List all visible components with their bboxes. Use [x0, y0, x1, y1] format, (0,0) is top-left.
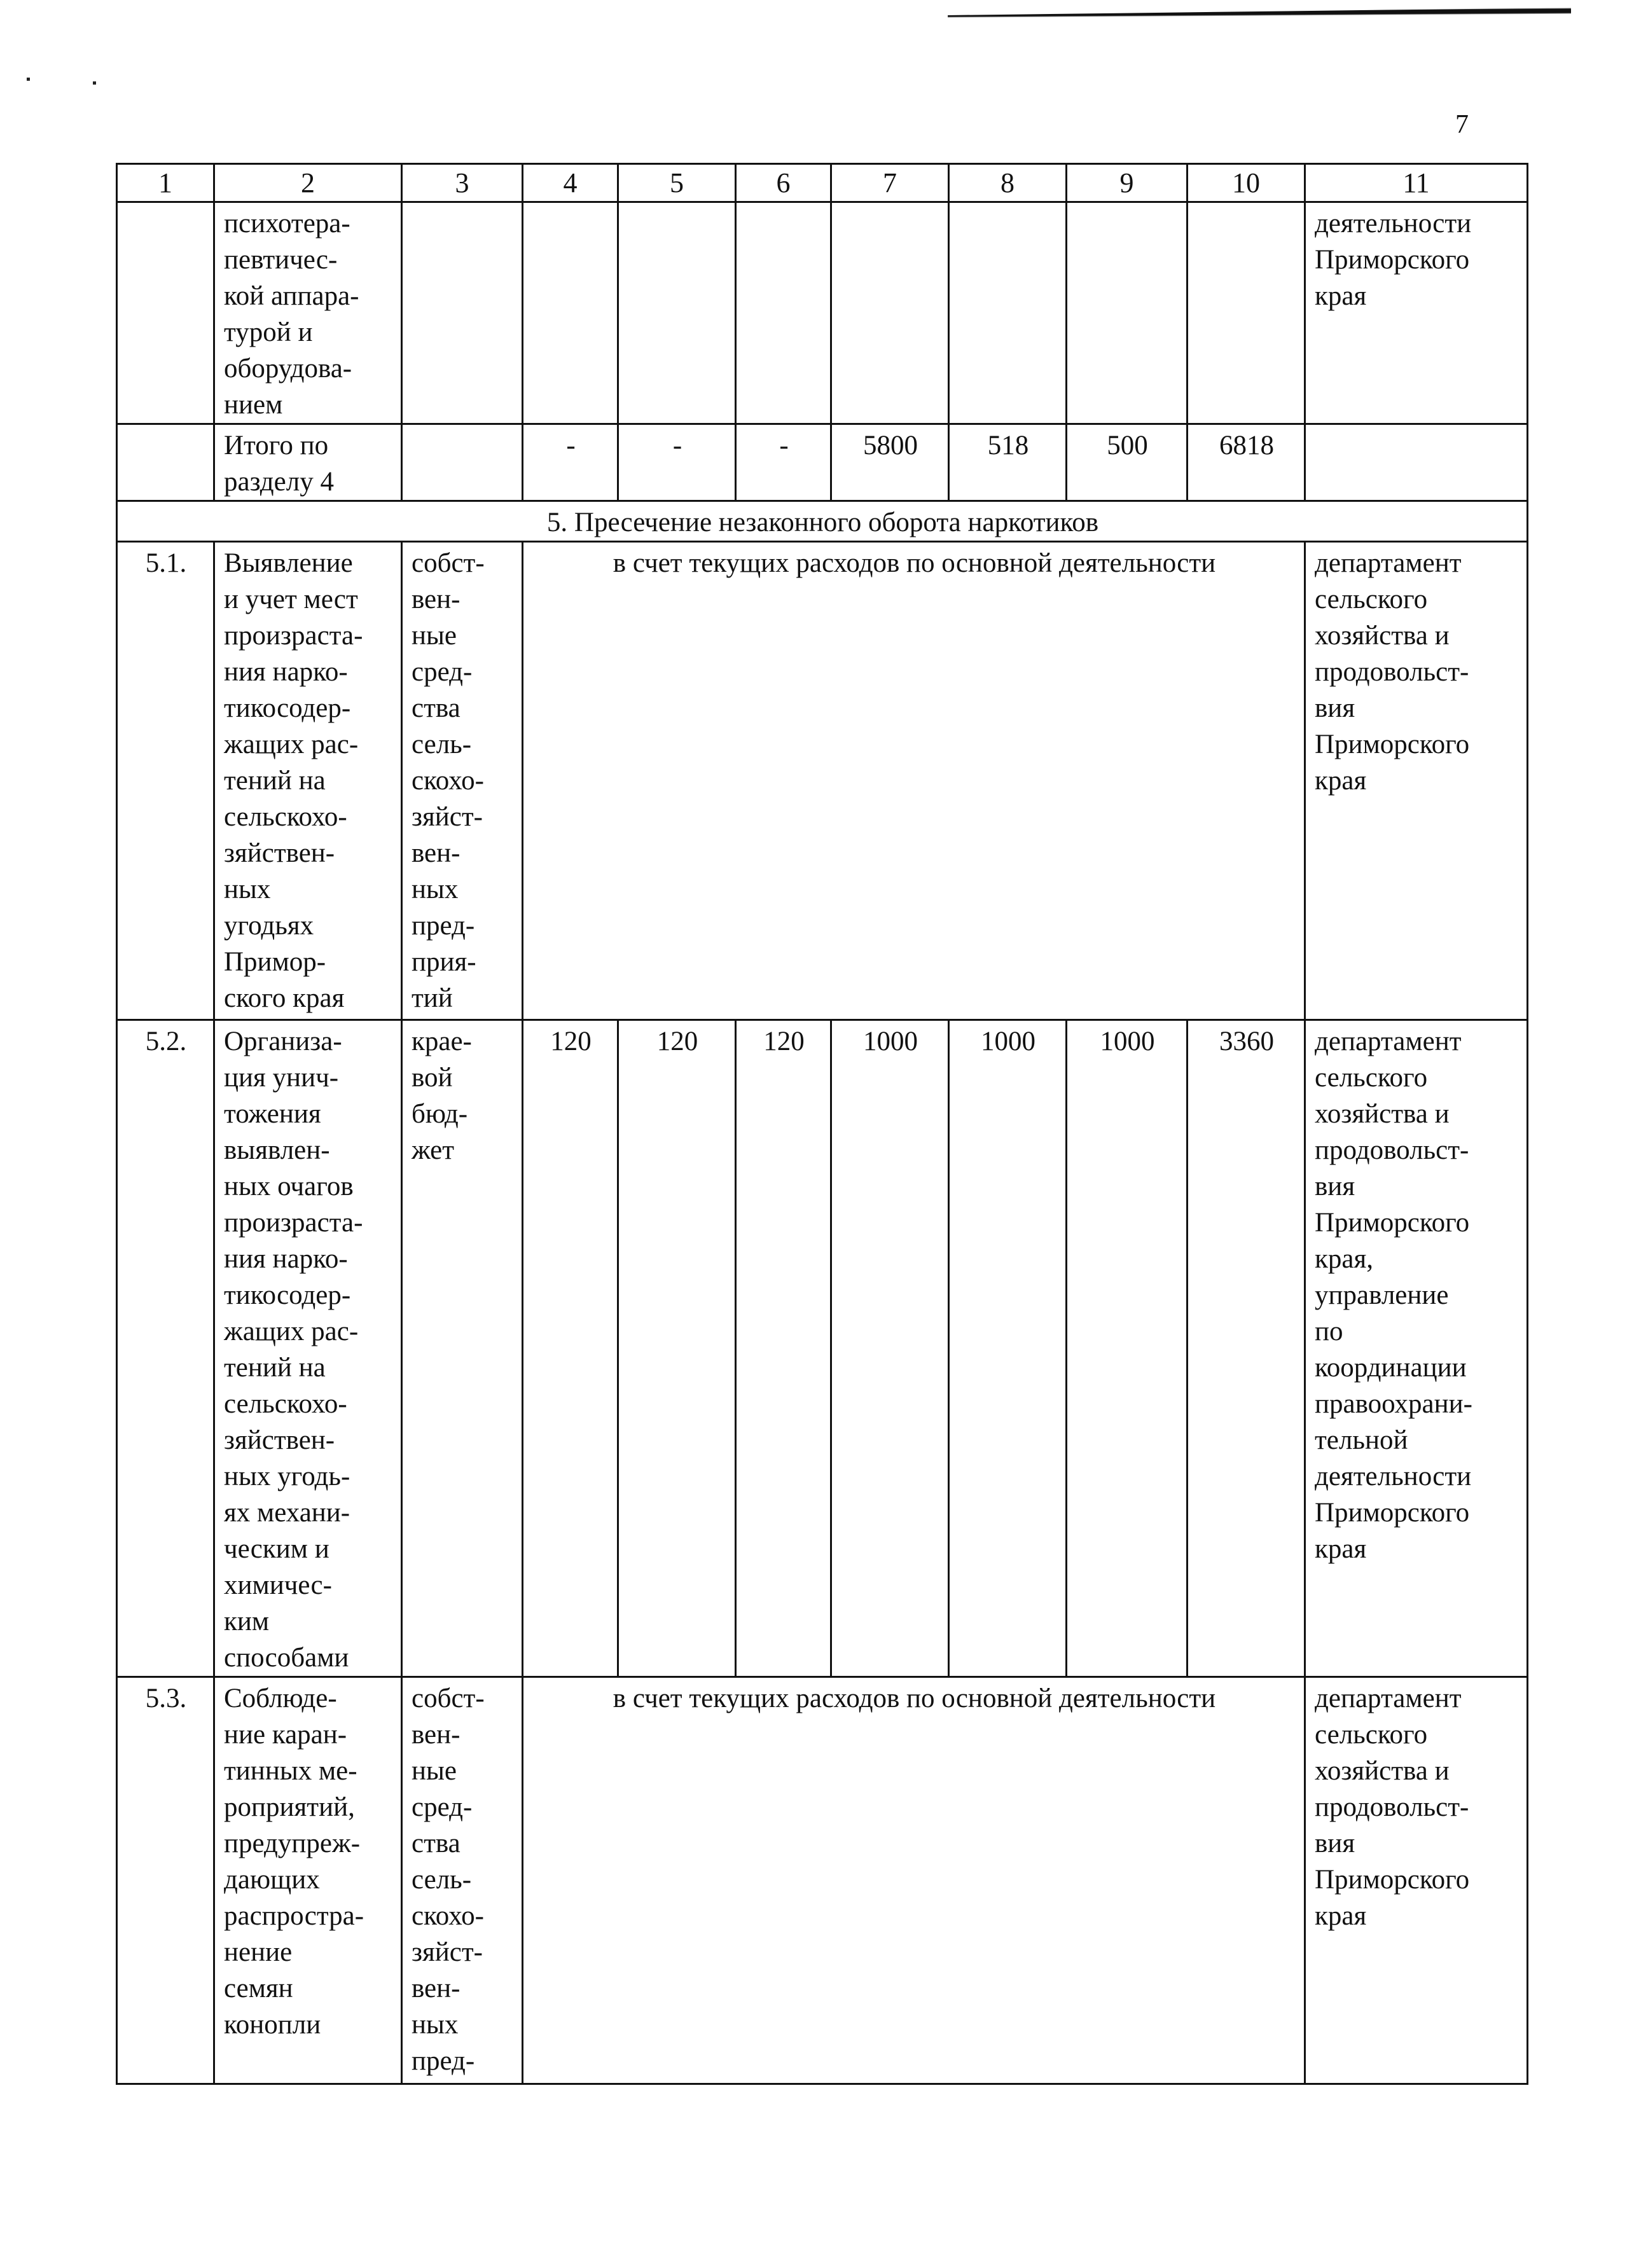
cell-line: Итого по — [224, 431, 329, 460]
program-measures-table — [116, 163, 1528, 2085]
col-header: 7 — [831, 164, 949, 202]
cell-line: сель- — [412, 729, 472, 759]
cell-line: ния нарко- — [224, 1244, 348, 1274]
cell-line: ных угодь- — [224, 1462, 350, 1491]
cell-line: жет — [412, 1135, 455, 1165]
cell-line: вен- — [412, 1720, 460, 1750]
cell-line: правоохрани- — [1315, 1389, 1472, 1419]
cell-line: крае- — [412, 1027, 472, 1056]
cell-line: сред- — [412, 1792, 473, 1822]
cell-line: угодьях — [224, 911, 314, 941]
row-number: 5.3. — [117, 1677, 214, 2084]
col-header: 2 — [214, 164, 402, 202]
cell-line: хозяйства и — [1315, 1099, 1450, 1129]
cell-line: деятельности — [1315, 1462, 1472, 1491]
cell-line: ства — [412, 693, 460, 723]
cell-line: департамент — [1315, 548, 1462, 578]
merged-funding-note: в счет текущих расходов по основной деятельности — [523, 1677, 1305, 2084]
col-header: 3 — [402, 164, 523, 202]
cell-line: роприятий, — [224, 1792, 355, 1822]
cell-line: тений на — [224, 1353, 326, 1383]
cell-line: края — [1315, 766, 1367, 796]
cell-line: певтичес- — [224, 245, 338, 275]
measure-name — [214, 202, 402, 424]
cell-line: пред- — [412, 2046, 475, 2076]
measure-name — [214, 1020, 402, 1677]
cell-line: зяйствен- — [224, 838, 335, 868]
cell-line: зяйст- — [412, 1937, 483, 1967]
cell-line: разделу 4 — [224, 467, 334, 497]
cell-line: сельскохо- — [224, 802, 347, 832]
cell-line: ческим и — [224, 1534, 329, 1564]
cell-line: тикосодер- — [224, 693, 351, 723]
executor — [1305, 1677, 1528, 2084]
cell-line: произраста- — [224, 1208, 363, 1238]
cell-line: Выявление — [224, 548, 353, 578]
cell-line: кой аппара- — [224, 281, 359, 311]
table-row-5-1 — [117, 542, 1528, 1020]
col-header: 5 — [618, 164, 736, 202]
cell-line: Примор- — [224, 947, 326, 977]
cell-line: прия- — [412, 947, 476, 977]
scan-speck — [27, 78, 30, 81]
value-cell — [523, 202, 618, 424]
value-cell: 518 — [949, 424, 1067, 501]
cell-line: вен- — [412, 584, 460, 614]
value-cell: 1000 — [831, 1020, 949, 1677]
merged-funding-note: в счет текущих расходов по основной деятельности — [523, 542, 1305, 1020]
value-cell: 120 — [736, 1020, 831, 1677]
cell-line: конопли — [224, 2010, 321, 2040]
funding-source — [402, 1020, 523, 1677]
cell-line: продовольст- — [1315, 1792, 1469, 1822]
cell-line: собст- — [412, 1684, 485, 1713]
cell-line: ким — [224, 1607, 270, 1636]
page-number: 7 — [1455, 110, 1469, 139]
cell-line: Приморского — [1315, 1865, 1470, 1895]
cell-line: тикосодер- — [224, 1280, 351, 1310]
cell-line: тельной — [1315, 1425, 1408, 1455]
cell-line: тий — [412, 983, 453, 1013]
cell-line: нием — [224, 390, 283, 420]
executor — [1305, 424, 1528, 501]
value-cell: 120 — [618, 1020, 736, 1677]
value-cell — [618, 202, 736, 424]
total-label — [214, 424, 402, 501]
cell-line: турой и — [224, 317, 313, 347]
cell-line: предупреж- — [224, 1829, 361, 1858]
cell-line: ные — [412, 1756, 457, 1786]
cell-line: ных — [224, 875, 271, 904]
value-cell: 5800 — [831, 424, 949, 501]
cell-line: ние каран- — [224, 1720, 347, 1750]
cell-line: ные — [412, 621, 457, 651]
value-cell: 1000 — [1067, 1020, 1187, 1677]
cell-line: вен- — [412, 1974, 460, 2003]
cell-line: сред- — [412, 657, 473, 687]
cell-line: ных — [412, 875, 459, 904]
cell-line: Приморского — [1315, 1208, 1470, 1238]
cell-line: хозяйства и — [1315, 1756, 1450, 1786]
cell-line: продовольст- — [1315, 1135, 1469, 1165]
cell-line: координации — [1315, 1353, 1467, 1383]
cell-line: семян — [224, 1974, 293, 2003]
cell-line: управление — [1315, 1280, 1449, 1310]
cell-line: ных очагов — [224, 1172, 354, 1201]
cell-line: Соблюде- — [224, 1684, 337, 1713]
cell-line: по — [1315, 1317, 1343, 1346]
scan-speck — [93, 81, 96, 85]
cell-line: края — [1315, 1901, 1367, 1931]
cell-line: собст- — [412, 548, 485, 578]
cell-line: вия — [1315, 693, 1355, 723]
cell-line: жащих рас- — [224, 1317, 359, 1346]
cell-line: оборудова- — [224, 354, 352, 384]
cell-line: вия — [1315, 1829, 1355, 1858]
cell-line: департамент — [1315, 1027, 1462, 1056]
cell-line: жащих рас- — [224, 729, 359, 759]
measure-name — [214, 542, 402, 1020]
row-number: 5.1. — [117, 542, 214, 1020]
table-row-5-2 — [117, 1020, 1528, 1677]
col-header: 1 — [117, 164, 214, 202]
cell-line: ского края — [224, 983, 345, 1013]
value-cell: - — [736, 424, 831, 501]
cell-line: Организа- — [224, 1027, 342, 1056]
executor — [1305, 542, 1528, 1020]
executor — [1305, 202, 1528, 424]
value-cell-total: 3360 — [1187, 1020, 1305, 1677]
cell-line: пред- — [412, 911, 475, 941]
cell-line: сель- — [412, 1865, 472, 1895]
cell-line: края, — [1315, 1244, 1374, 1274]
value-cell — [949, 202, 1067, 424]
funding-source — [402, 202, 523, 424]
cell-line: скохо- — [412, 1901, 484, 1931]
col-header: 4 — [523, 164, 618, 202]
value-cell — [736, 202, 831, 424]
cell-line: хозяйства и — [1315, 621, 1450, 651]
value-cell: - — [523, 424, 618, 501]
col-header: 9 — [1067, 164, 1187, 202]
value-cell: - — [618, 424, 736, 501]
value-cell — [831, 202, 949, 424]
table-row-continued — [117, 202, 1528, 424]
cell-line: Приморского — [1315, 729, 1470, 759]
cell-line: ства — [412, 1829, 460, 1858]
cell-line: сельского — [1315, 1720, 1428, 1750]
cell-line: края — [1315, 281, 1367, 311]
cell-line: нение — [224, 1937, 293, 1967]
value-cell: 500 — [1067, 424, 1187, 501]
cell-line: химичес- — [224, 1570, 332, 1600]
cell-line: сельского — [1315, 1063, 1428, 1093]
cell-line: департамент — [1315, 1684, 1462, 1713]
cell-line: вия — [1315, 1172, 1355, 1201]
section-title: 5. Пресечение незаконного оборота наркотиков — [117, 501, 1528, 542]
cell-line: выявлен- — [224, 1135, 330, 1165]
cell-line: дающих — [224, 1865, 320, 1895]
cell-line: распростра- — [224, 1901, 364, 1931]
col-header: 6 — [736, 164, 831, 202]
cell-line: тожения — [224, 1099, 321, 1129]
row-number: 5.2. — [117, 1020, 214, 1677]
col-header: 10 — [1187, 164, 1305, 202]
cell-line: скохо- — [412, 766, 484, 796]
value-cell: 6818 — [1187, 424, 1305, 501]
cell-line: ция унич- — [224, 1063, 339, 1093]
cell-line: вен- — [412, 838, 460, 868]
cell-line: зяйст- — [412, 802, 483, 832]
executor — [1305, 1020, 1528, 1677]
value-cell — [1067, 202, 1187, 424]
col-header: 11 — [1305, 164, 1528, 202]
column-number-header-row — [117, 164, 1528, 202]
funding-source — [402, 1677, 523, 2084]
cell-line: и учет мест — [224, 584, 358, 614]
cell-line: тинных ме- — [224, 1756, 357, 1786]
cell-line: Приморского — [1315, 1498, 1470, 1528]
cell-line: произраста- — [224, 621, 363, 651]
cell-line: деятельности — [1315, 209, 1472, 239]
cell-line: края — [1315, 1534, 1367, 1564]
table-row-5-3 — [117, 1677, 1528, 2084]
funding-source — [402, 542, 523, 1020]
cell-line: способами — [224, 1643, 349, 1673]
cell-line: бюд- — [412, 1099, 468, 1129]
cell-line: сельскохо- — [224, 1389, 347, 1419]
scan-top-rule — [948, 8, 1571, 18]
row-number — [117, 202, 214, 424]
table-row-total-section-4 — [117, 424, 1528, 501]
cell-line: зяйствен- — [224, 1425, 335, 1455]
cell-line: Приморского — [1315, 245, 1470, 275]
section-5-title-row — [117, 501, 1528, 542]
value-cell: 1000 — [949, 1020, 1067, 1677]
cell-line: ния нарко- — [224, 657, 348, 687]
cell-line: психотера- — [224, 209, 350, 239]
cell-line: ях механи- — [224, 1498, 350, 1528]
cell-line: продовольст- — [1315, 657, 1469, 687]
row-number — [117, 424, 214, 501]
value-cell — [1187, 202, 1305, 424]
cell-line: сельского — [1315, 584, 1428, 614]
col-header: 8 — [949, 164, 1067, 202]
measure-name — [214, 1677, 402, 2084]
cell-line: тений на — [224, 766, 326, 796]
funding-source — [402, 424, 523, 501]
cell-line: вой — [412, 1063, 453, 1093]
value-cell: 120 — [523, 1020, 618, 1677]
cell-line: ных — [412, 2010, 459, 2040]
